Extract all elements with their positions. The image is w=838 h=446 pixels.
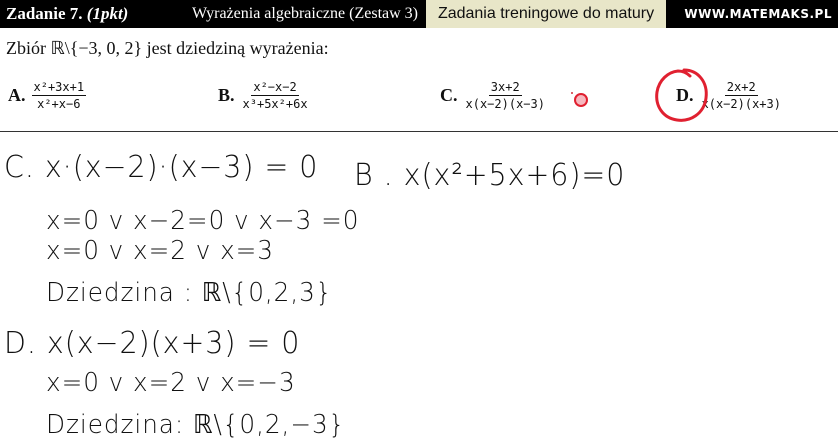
fraction-numerator: x²+3x+1: [33, 80, 85, 94]
task-title: [0, 0, 190, 28]
fraction-numerator: 2x+2: [726, 80, 756, 94]
option-letter: C.: [440, 85, 458, 105]
handwritten-d-domain: Dziedzina: ℝ\{0,2,−3}: [46, 410, 346, 440]
fraction-denominator: x(x−2)(x−3): [465, 97, 545, 111]
task-number: Zadanie 7.: [6, 4, 83, 23]
fraction-denominator: x²+x−6: [37, 97, 81, 111]
handwritten-d-equation: D. x(x−2)(x+3) = 0: [4, 326, 301, 361]
handwritten-c-equation: C. x·(x−2)·(x−3) = 0: [4, 150, 319, 185]
pointer-marker-icon: [574, 93, 588, 107]
fraction-denominator: x³+5x²+6x: [242, 97, 308, 111]
handwritten-b-equation: B . x(x²+5x+6)=0: [354, 158, 626, 193]
option-fraction: [32, 80, 87, 111]
handwritten-c-solutions: x=0 v x=2 v x=3: [46, 236, 274, 266]
fraction-numerator: x²−x−2: [253, 80, 297, 94]
option-letter: A.: [8, 85, 26, 105]
handwritten-d-solutions: x=0 v x=2 v x=−3: [46, 368, 296, 398]
handwritten-c-roots: x=0 v x−2=0 v x−3 =0: [46, 206, 360, 236]
topic-title: Wyrażenia algebraiczne (Zestaw 3): [190, 0, 426, 28]
option-c[interactable]: [440, 80, 547, 111]
option-fraction: [464, 80, 547, 111]
task-points: (1pkt): [86, 4, 129, 23]
option-letter: B.: [218, 85, 235, 105]
handwritten-c-domain: Dziedzina : ℝ\{0,2,3}: [46, 278, 333, 308]
fraction-denominator: x(x−2)(x+3): [701, 97, 781, 111]
answer-circle-icon: [650, 64, 712, 126]
header-bar: [0, 0, 838, 28]
option-b[interactable]: [218, 80, 310, 111]
option-fraction: [700, 80, 783, 111]
pen-dot: [571, 92, 573, 94]
option-a[interactable]: [8, 80, 86, 111]
site-url[interactable]: WWW.MATEMAKS.PL: [666, 0, 838, 28]
option-letter: D.: [676, 85, 694, 105]
question-text: Zbiór ℝ\{−3, 0, 2} jest dziedziną wyrażenia:: [6, 38, 329, 58]
option-fraction: [241, 80, 310, 111]
divider: [0, 131, 838, 132]
category-label: Zadania treningowe do matury: [426, 0, 666, 28]
fraction-numerator: 3x+2: [490, 80, 520, 94]
